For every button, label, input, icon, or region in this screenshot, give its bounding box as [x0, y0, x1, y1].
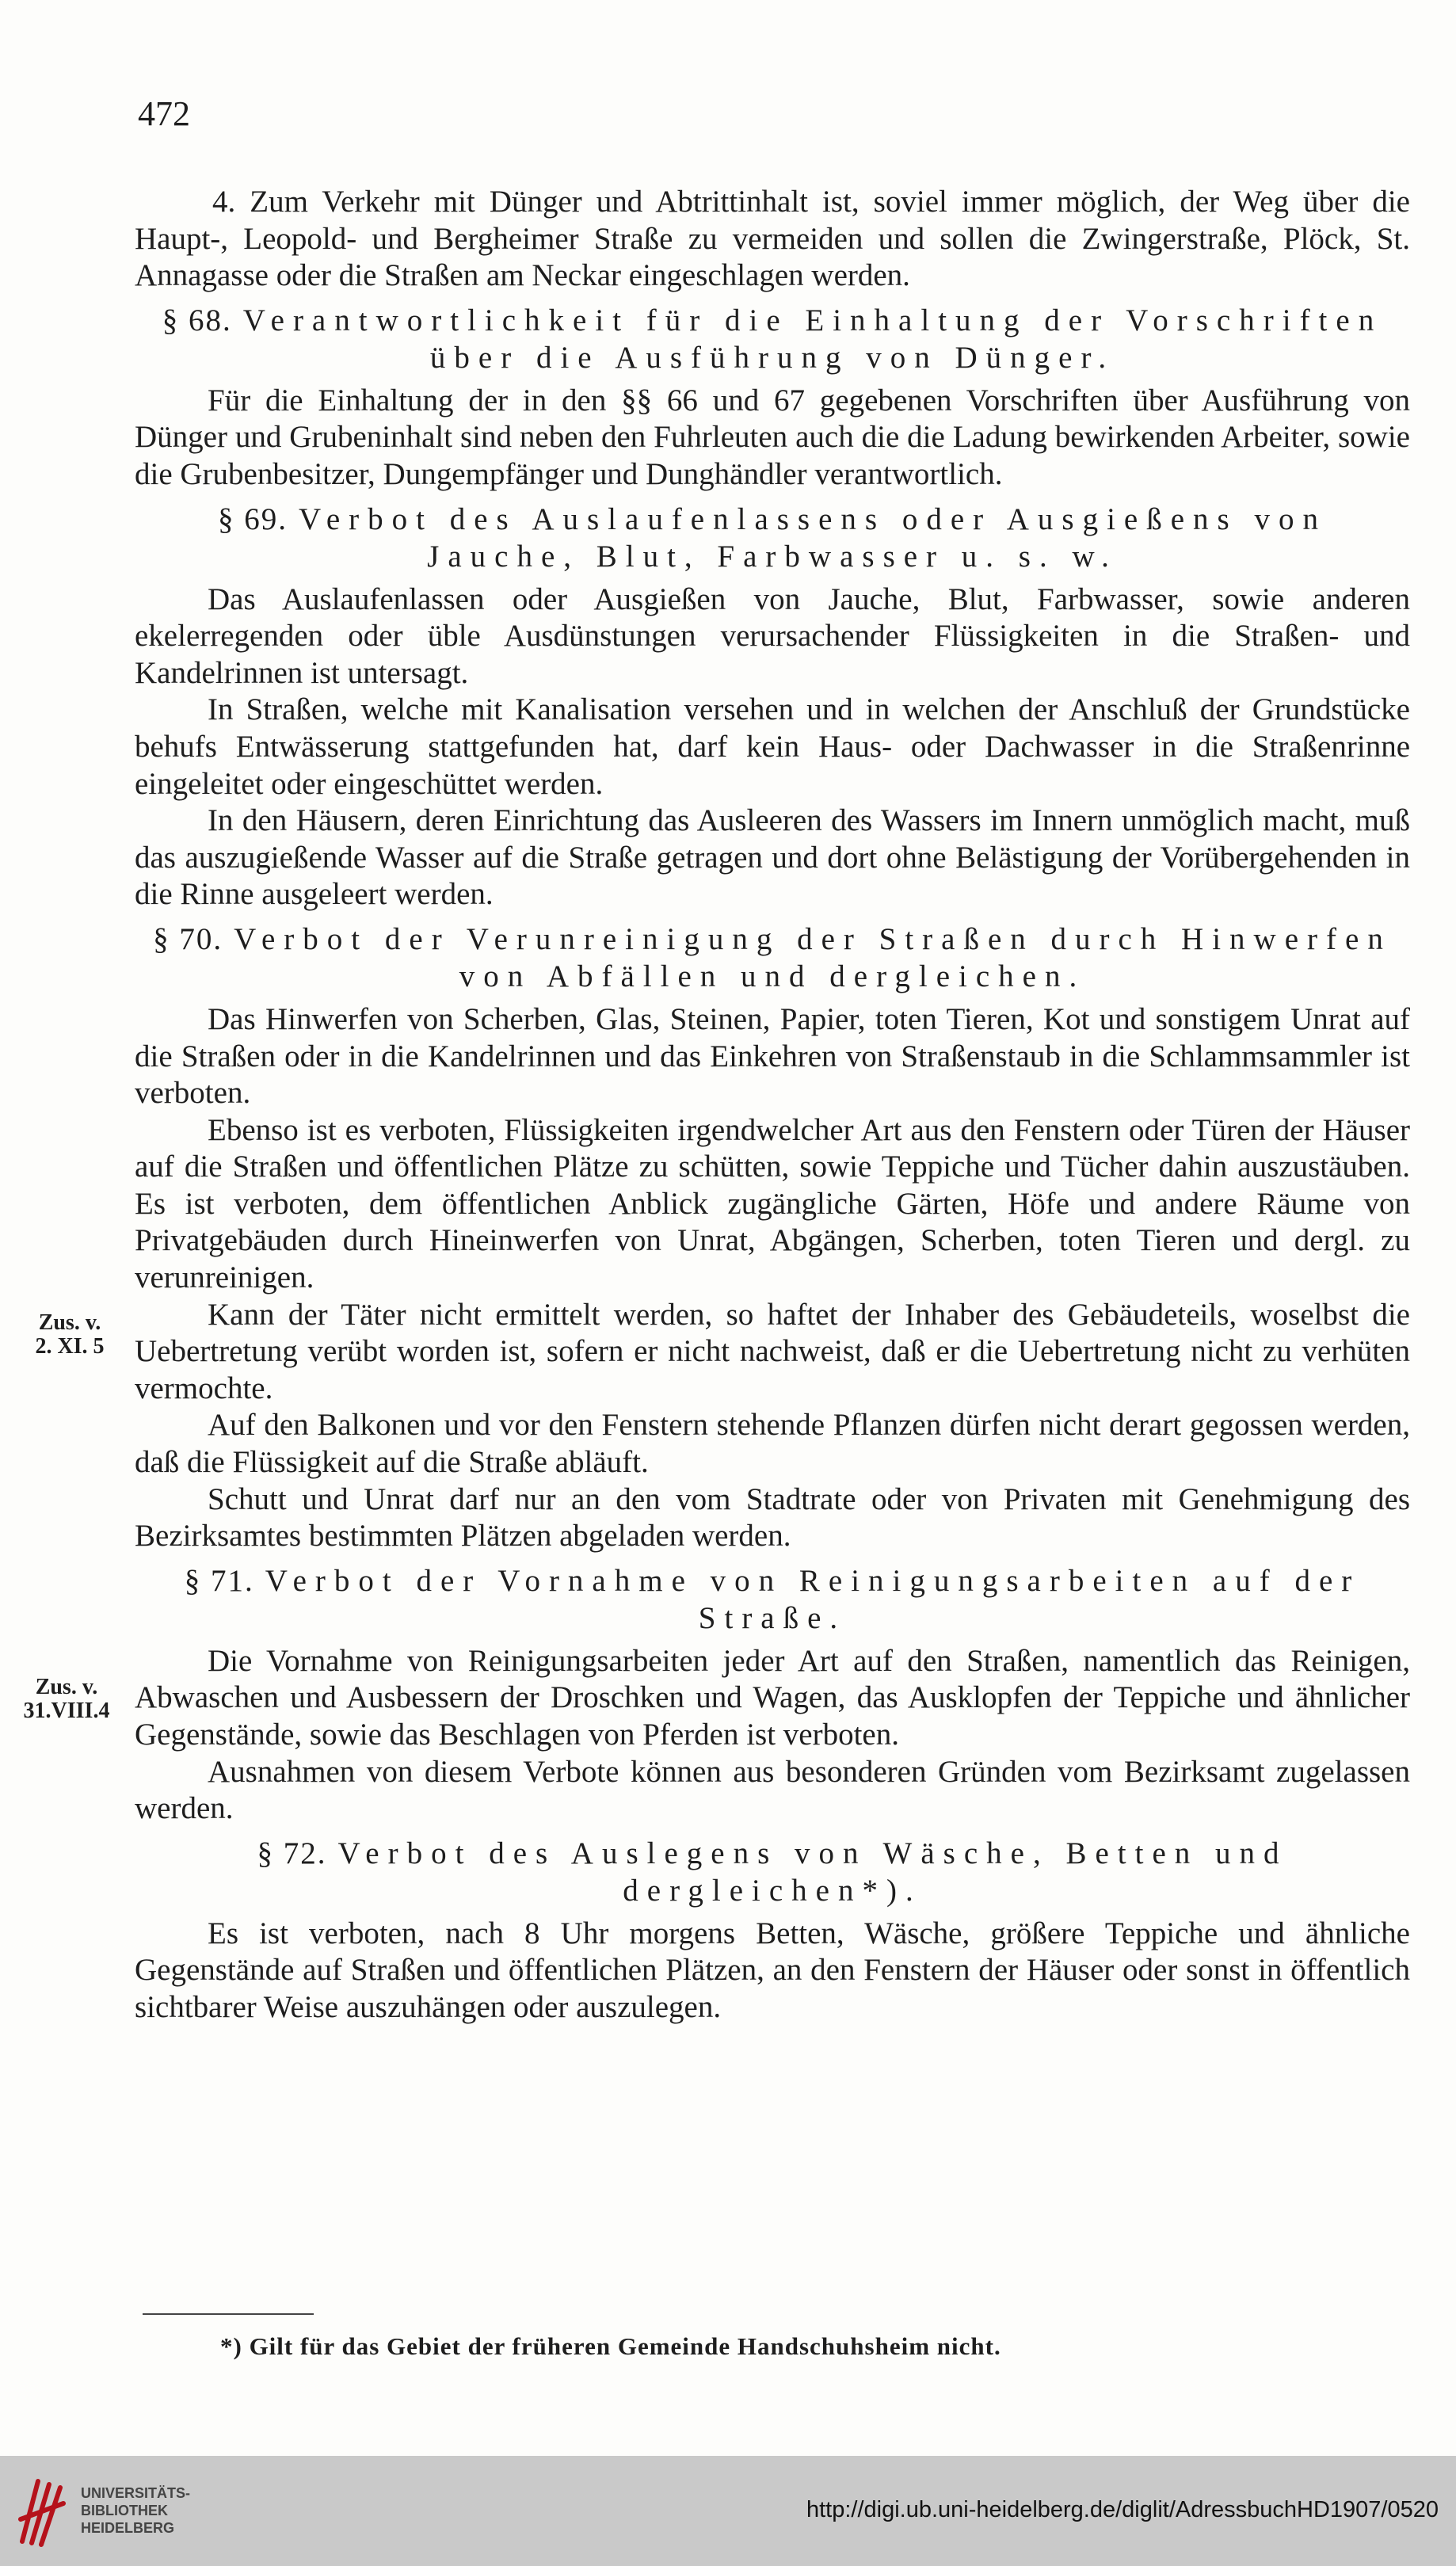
source-url-link[interactable]: http://digi.ub.uni-heidelberg.de/diglit/AdressbuchHD1907/0520 — [806, 2497, 1439, 2522]
section-heading — [135, 1562, 1410, 1637]
section-number: § 68. — [162, 303, 232, 337]
body-paragraph: Ebenso ist es verboten, Flüssigkeiten irgendwelcher Art aus den Fenstern oder Türen der Häuser auf die Straßen und öffentlichen Plätze zu schütten, sowie Teppiche und Tücher dahin auszustäuben. Es ist verboten, dem öffentlichen Anblick zugängliche Gärten, Höfe und andere Räume von Privatgebäuden durch Hineinwerfen von Unrat, Abgängen, Scherben, toten Tieren und dergl. zu verunreinigen. — [135, 1112, 1410, 1295]
body-paragraph: Das Auslaufenlassen oder Ausgießen von Jauche, Blut, Farbwasser, sowie anderen ekelerregenden oder üble Ausdünstungen verursachender Flüssigkeiten in die Straßen- und Kandelrinnen ist untersagt. — [135, 581, 1410, 690]
body-paragraph: Das Hinwerfen von Scherben, Glas, Steinen, Papier, toten Tieren, Kot und sonstigem Unrat auf die Straßen oder in die Kandelrinnen und das Einkehren von Straßenstaub in die Schlammsammler ist verboten. — [135, 1001, 1410, 1111]
digitization-footer — [0, 2456, 1456, 2566]
body-paragraph: Kann der Täter nicht ermittelt werden, so haftet der Inhaber des Gebäudeteils, woselbst die Uebertretung verübt worden ist, sofern er nicht nachweist, daß er die Uebertretung nicht zu verhüten vermochte. — [135, 1297, 1410, 1405]
margin-note-line: 31.VIII.4 — [23, 1699, 110, 1723]
section-heading — [135, 302, 1410, 376]
body-paragraph: Die Vornahme von Reinigungsarbeiten jeder Art auf den Straßen, namentlich das Reinigen, Abwaschen und Ausbessern der Droschken und Wagen, das Ausklopfen der Teppiche und ähnlicher Gegenstände, sowie das Beschlagen von Pferden ist verboten. — [135, 1643, 1410, 1752]
section-title: Verbot der Vornahme von Reinigungsarbeiten auf der Straße. — [265, 1563, 1361, 1635]
section-heading — [135, 501, 1410, 575]
section-title: Verbot des Auslegens von Wäsche, Betten und dergleichen*). — [337, 1836, 1288, 1908]
document-body — [135, 184, 1410, 2026]
library-name-line: BIBLIOTHEK — [81, 2503, 168, 2518]
section-title: Verbot der Verunreinigung der Straßen durch Hinwerfen von Abfällen und dergleichen. — [234, 921, 1392, 993]
body-paragraph: Ausnahmen von diesem Verbote können aus besonderen Gründen vom Bezirksamt zugelassen werden. — [135, 1754, 1410, 1826]
margin-note-line: Zus. v. — [35, 1675, 98, 1699]
margin-note-line: 2. XI. 5 — [35, 1334, 105, 1359]
library-name — [81, 2484, 190, 2537]
footnote-rule — [143, 2313, 314, 2315]
library-name-line: UNIVERSITÄTS- — [81, 2485, 191, 2501]
body-paragraph: 4. Zum Verkehr mit Dünger und Abtrittinhalt ist, soviel immer möglich, der Weg über die Haupt-, Leopold- und Bergheimer Straße zu vermeiden und sollen die Zwingerstraße, Plöck, St. Annagasse oder die Straßen am Neckar eingeschlagen werden. — [135, 185, 1410, 293]
section-number: § 72. — [257, 1836, 327, 1870]
footnote: *) Gilt für das Gebiet der früheren Gemeinde Handschuhsheim nicht. — [220, 2332, 1001, 2360]
section-title: Verantwortlichkeit für die Einhaltung der Vorschriften über die Ausführung von Dünger. — [242, 303, 1383, 375]
section-title: Verbot des Auslaufenlassens oder Ausgießens von Jauche, Blut, Farbwasser u. s. w. — [299, 501, 1327, 574]
body-paragraph: In den Häusern, deren Einrichtung das Ausleeren des Wassers im Innern unmöglich macht, muß das auszugießende Wasser auf die Straße getragen und dort ohne Belästigung der Vorübergehenden in die Rinne ausgeleert werden. — [135, 803, 1410, 912]
margin-note — [11, 1676, 122, 1723]
body-paragraph: Es ist verboten, nach 8 Uhr morgens Betten, Wäsche, größere Teppiche und ähnliche Gegenstände auf Straßen und öffentlichen Plätzen, an den Fenstern der Häuser oder sonst in öffentlich sichtbarer Weise auszuhängen oder auszulegen. — [135, 1916, 1410, 2024]
margin-note — [14, 1311, 125, 1359]
body-paragraph: In Straßen, welche mit Kanalisation versehen und in welchen der Anschluß der Grundstücke behufs Entwässerung stattgefunden hat, darf kein Haus- oder Dachwasser in die Straßenrinne eingeleitet oder eingeschüttet werden. — [135, 692, 1410, 801]
section-heading — [135, 921, 1410, 995]
margin-note-line: Zus. v. — [38, 1310, 101, 1335]
library-name-line: HEIDELBERG — [81, 2520, 175, 2536]
body-paragraph: Auf den Balkonen und vor den Fenstern stehende Pflanzen dürfen nicht derart gegossen werden, daß die Flüssigkeit auf die Straße abläuft. — [135, 1408, 1410, 1480]
body-paragraph: Schutt und Unrat darf nur an den vom Stadtrate oder von Privaten mit Genehmigung des Bezirksamtes bestimmten Plätzen abgeladen werden. — [135, 1481, 1410, 1554]
page-number: 472 — [138, 94, 190, 133]
body-paragraph: Für die Einhaltung der in den §§ 66 und 67 gegebenen Vorschriften über Ausführung von Dünger und Grubeninhalt sind neben den Fuhrleuten auch die die Ladung bewirkenden Arbeiter, sowie die Grubenbesitzer, Dungempfänger und Dunghändler verantwortlich. — [135, 383, 1410, 491]
section-number: § 69. — [218, 501, 288, 536]
library-logo-icon — [14, 2472, 73, 2551]
section-number: § 70. — [153, 921, 223, 956]
section-heading — [135, 1835, 1410, 1909]
section-number: § 71. — [184, 1563, 254, 1598]
